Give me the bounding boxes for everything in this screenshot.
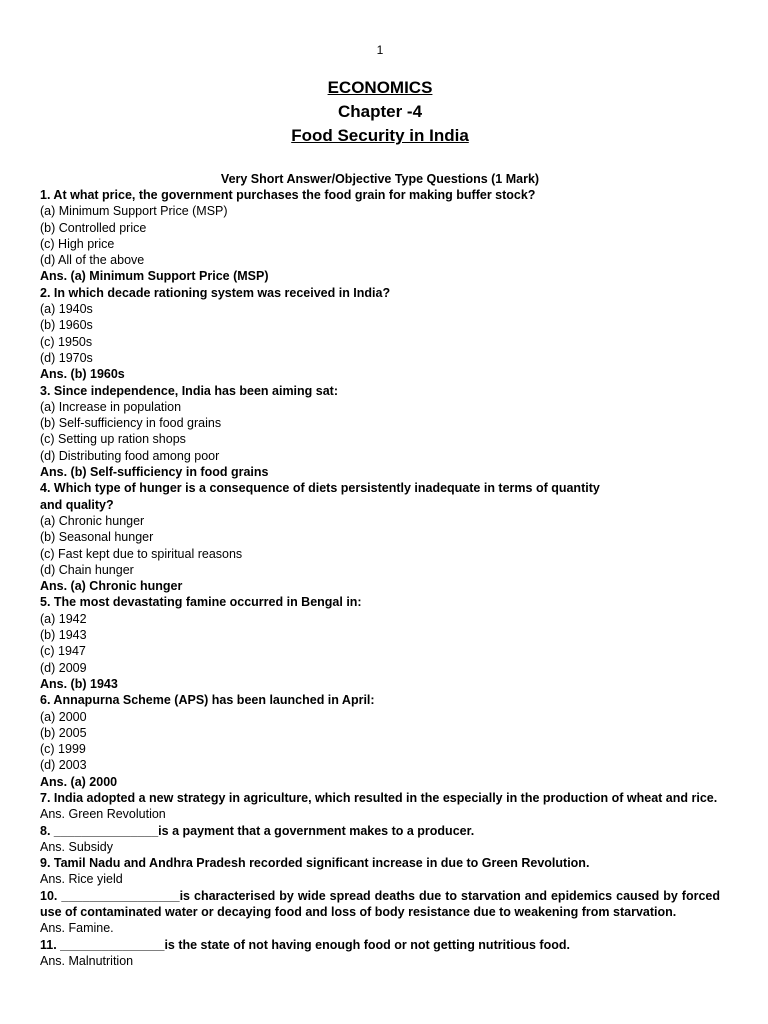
text-line: 4. Which type of hunger is a consequence of diets persistently inadequate in terms of quantity <box>40 481 600 496</box>
text-line: (b) Self-sufficiency in food grains <box>40 416 222 431</box>
question-list <box>40 187 720 969</box>
text-line: 9. Tamil Nadu and Andhra Pradesh recorded significant increase in due to Green Revolution. <box>40 856 590 871</box>
text-line: Ans. (b) 1960s <box>40 367 125 382</box>
text-line: (d) 2009 <box>40 660 87 675</box>
text-line: and quality? <box>40 497 114 512</box>
text-line: 11. _______________is the state of not having enough food or not getting nutritious food. <box>40 937 570 952</box>
subject-heading <box>0 76 760 100</box>
text-line: 2. In which decade rationing system was received in India? <box>40 285 391 300</box>
text-line: Ans. (b) 1943 <box>40 676 118 691</box>
text-line: 3. Since independence, India has been aiming sat: <box>40 383 338 398</box>
text-line: (b) 2005 <box>40 725 87 740</box>
text-line: 10. _________________is characterised by wide spread deaths due to starvation and epidemics caused by forced use of contaminated water or decaying food and loss of body resistance due to weakening from starvation. <box>40 888 720 920</box>
text-line: (d) All of the above <box>40 253 145 268</box>
text-line: (a) Minimum Support Price (MSP) <box>40 204 228 219</box>
text-line: Ans. (a) Minimum Support Price (MSP) <box>40 269 269 284</box>
text-line: 6. Annapurna Scheme (APS) has been launched in April: <box>40 693 375 708</box>
text-line: (c) 1947 <box>40 644 86 659</box>
text-line: (a) Increase in population <box>40 399 182 414</box>
text-line: (c) Setting up ration shops <box>40 432 186 447</box>
text-line: 5. The most devastating famine occurred in Bengal in: <box>40 595 362 610</box>
text-line: Ans. Subsidy <box>40 839 113 854</box>
text-line: Ans. (a) Chronic hunger <box>40 579 183 594</box>
text-line: (c) High price <box>40 236 115 251</box>
text-line: (d) Chain hunger <box>40 562 134 577</box>
section-title: Very Short Answer/Objective Type Questions (1 Mark) <box>220 172 540 186</box>
chapter-title-text: Food Security in India <box>291 126 469 145</box>
text-line: (b) 1960s <box>40 318 93 333</box>
text-line: Ans. (a) 2000 <box>40 774 118 789</box>
text-line: (a) 1942 <box>40 611 87 626</box>
text-line: (d) 1970s <box>40 350 93 365</box>
text-line: (b) 1943 <box>40 628 87 643</box>
text-line: (b) Controlled price <box>40 220 147 235</box>
text-line: (c) 1950s <box>40 334 93 349</box>
text-line: (b) Seasonal hunger <box>40 530 154 545</box>
page-number: 1 <box>376 43 384 57</box>
text-line: (a) 1940s <box>40 302 93 317</box>
subject-heading-text: ECONOMICS <box>327 78 433 97</box>
text-line: Ans. (b) Self-sufficiency in food grains <box>40 465 269 480</box>
text-line: (a) 2000 <box>40 709 87 724</box>
text-line: 7. India adopted a new strategy in agriculture, which resulted in the especially in the production of wheat and rice. <box>40 790 718 805</box>
text-line: (d) 2003 <box>40 758 87 773</box>
text-line: 1. At what price, the government purchases the food grain for making buffer stock? <box>40 188 536 202</box>
chapter-heading: Chapter -4 <box>337 102 423 121</box>
text-line: Ans. Green Revolution <box>40 807 166 822</box>
text-line: Ans. Famine. <box>40 921 114 936</box>
text-line: (c) Fast kept due to spiritual reasons <box>40 546 243 561</box>
text-line: Ans. Rice yield <box>40 872 123 887</box>
text-line: (a) Chronic hunger <box>40 513 145 528</box>
text-line: 8. _______________is a payment that a government makes to a producer. <box>40 823 475 838</box>
text-line: Ans. Malnutrition <box>40 953 134 968</box>
text-line: (c) 1999 <box>40 742 86 757</box>
chapter-title <box>0 124 760 148</box>
text-line: (d) Distributing food among poor <box>40 448 220 463</box>
